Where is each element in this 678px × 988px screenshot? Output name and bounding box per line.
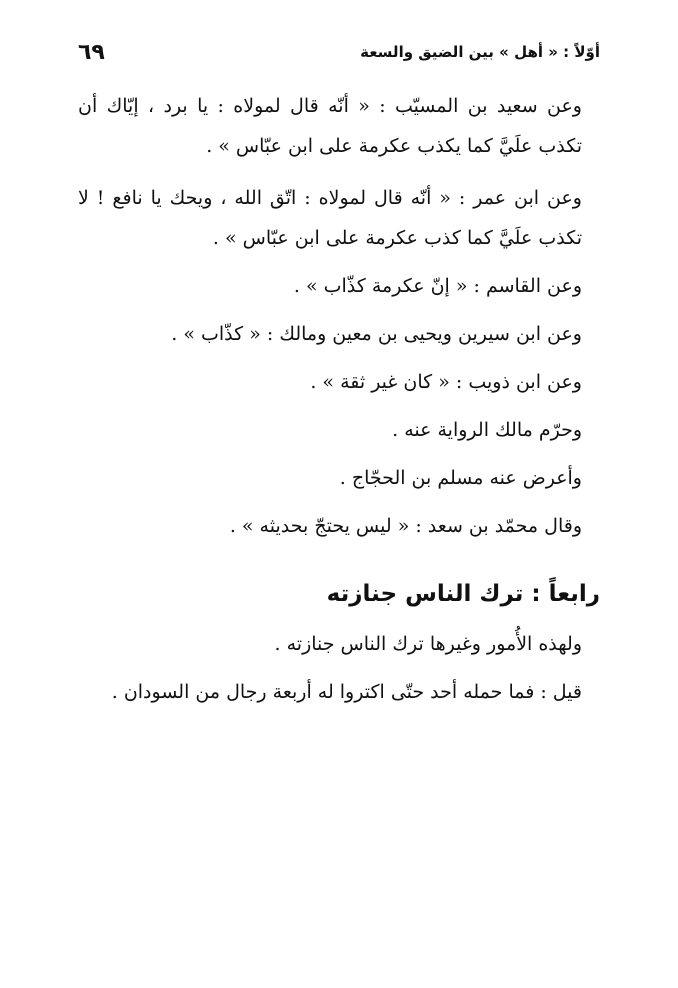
paragraph: وعن ابن سيرين ويحيى بن معين ومالك : « كذّاب » . xyxy=(171,323,582,345)
running-title: أوّلاً : « أهل » بين الضيق والسعة xyxy=(360,43,600,61)
paragraph: وعن ابن عمر : « أنّه قال لمولاه : اتّق الله ، ويحك يا نافع ! لا تكذب علَيَّ كما كذب عكرمة على ابن عبّاس » . xyxy=(78,187,582,249)
page-header xyxy=(78,36,600,68)
paragraph: وعن القاسم : « إنّ عكرمة كذّاب » . xyxy=(293,275,582,297)
paragraph: وقال محمّد بن سعد : « ليس يحتجّ بحديثه » . xyxy=(229,515,582,537)
page-body xyxy=(78,86,600,712)
page-number: ٦٩ xyxy=(78,39,105,65)
paragraph: وحرّم مالك الرواية عنه . xyxy=(392,419,582,441)
section-heading: رابعاً : ترك الناس جنازته xyxy=(326,581,600,607)
paragraph: وأعرض عنه مسلم بن الحجّاج . xyxy=(339,467,582,489)
paragraph: ولهذه الأُمور وغيرها ترك الناس جنازته . xyxy=(274,633,582,655)
paragraph: وعن ابن ذويب : « كان غير ثقة » . xyxy=(310,371,582,393)
paragraph: وعن سعيد بن المسيّب : « أنّه قال لمولاه : يا برد ، إيّاك أن تكذب علَيَّ كما يكذب عكرمة على ابن عبّاس » . xyxy=(78,95,582,157)
paragraph: قيل : فما حمله أحد حتّى اكتروا له أربعة رجال من السودان . xyxy=(111,681,582,703)
